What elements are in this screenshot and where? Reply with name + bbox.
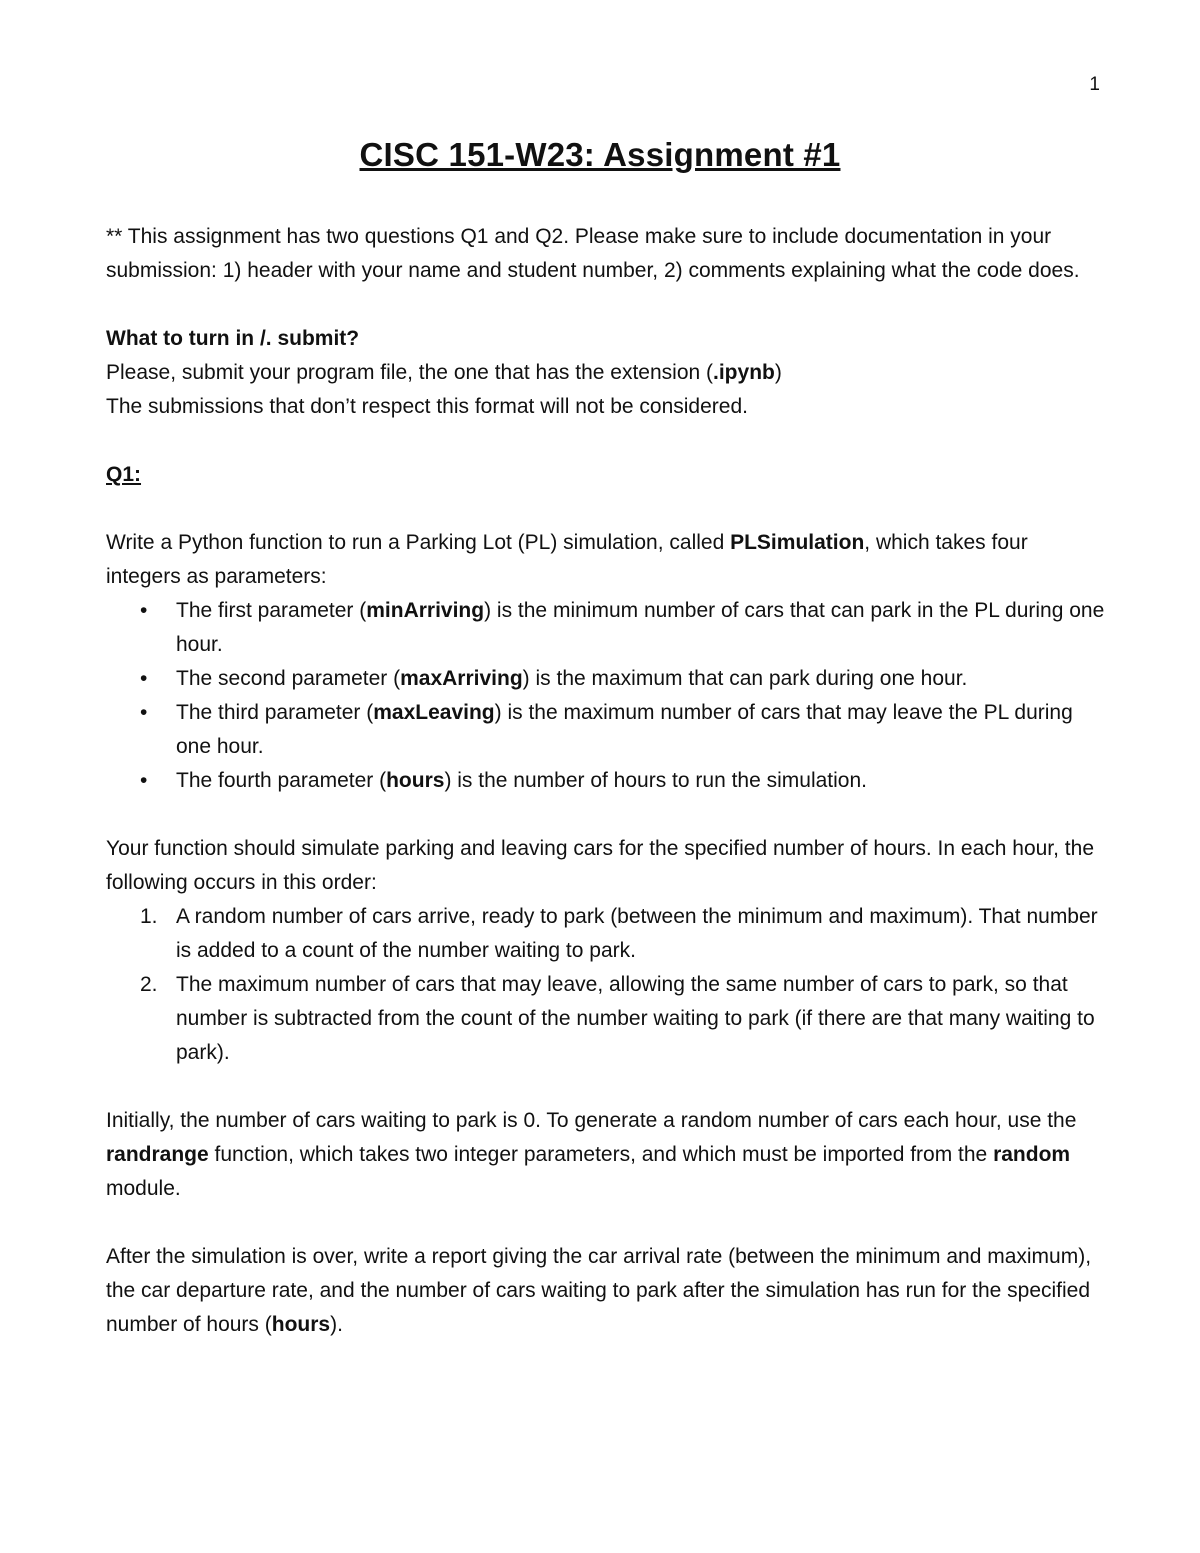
list-item: • The fourth parameter (hours) is the number of hours to run the simulation.: [106, 764, 1106, 798]
q1-heading: Q1:: [106, 463, 142, 486]
step-list: [106, 900, 1106, 1070]
list-item: • The first parameter (minArriving) is the minimum number of cars that can park in the PL during one hour.: [106, 594, 1106, 662]
list-item: • The third parameter (maxLeaving) is the maximum number of cars that may leave the PL during one hour.: [106, 696, 1106, 764]
submit-line-1: Please, submit your program file, the one that has the extension (.ipynb): [106, 361, 782, 384]
q1-paragraph-4: After the simulation is over, write a report giving the car arrival rate (between the minimum and maximum), the car departure rate, and the number of cars waiting to park after the simulation has run for the specified number of hours (hours).: [106, 1245, 1092, 1336]
q1-paragraph-2: Your function should simulate parking and leaving cars for the specified number of hours. In each hour, the following occurs in this order:: [106, 837, 1094, 894]
q1-paragraph-3: Initially, the number of cars waiting to park is 0. To generate a random number of cars each hour, use the randrange function, which takes two integer parameters, and which must be imported from the random module.: [106, 1109, 1077, 1200]
list-item: 2. The maximum number of cars that may leave, allowing the same number of cars to park, so that number is subtracted from the count of the number waiting to park (if there are that many waiting to park).: [140, 973, 1095, 1064]
parameter-list: [106, 594, 1106, 798]
list-item: 1. A random number of cars arrive, ready to park (between the minimum and maximum). That number is added to a count of the number waiting to park.: [140, 905, 1098, 962]
page-number: 1: [1089, 74, 1100, 95]
q1-paragraph-1: Write a Python function to run a Parking Lot (PL) simulation, called PLSimulation, which takes four integers as parameters:: [106, 531, 1028, 588]
document-body: [106, 220, 1106, 1342]
intro-paragraph: ** This assignment has two questions Q1 and Q2. Please make sure to include documentation in your submission: 1) header with your name and student number, 2) comments explaining what the code does.: [106, 225, 1080, 282]
list-item: • The second parameter (maxArriving) is the maximum that can park during one hour.: [106, 662, 1106, 696]
submit-heading: What to turn in /. submit?: [106, 327, 360, 350]
document-title: CISC 151-W23: Assignment #1: [359, 136, 841, 173]
submit-line-2: The submissions that don’t respect this format will not be considered.: [106, 395, 748, 418]
